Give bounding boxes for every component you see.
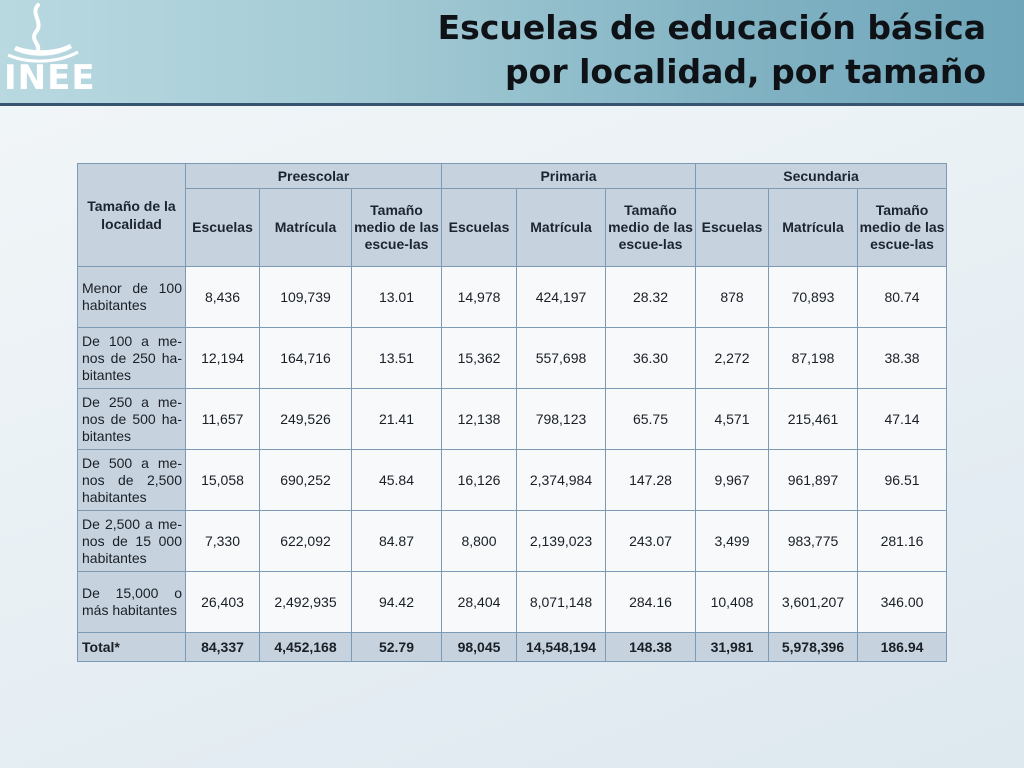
table-cell: 13.51: [352, 328, 442, 389]
corner-header: Tamaño de la localidad: [78, 164, 186, 267]
table-cell: 47.14: [858, 389, 947, 450]
total-cell: 14,548,194: [517, 633, 606, 662]
row-label: Menor de 100 habitantes: [78, 267, 186, 328]
table-row: [78, 572, 947, 633]
table-cell: 8,436: [186, 267, 260, 328]
table-cell: 96.51: [858, 450, 947, 511]
table-cell: 798,123: [517, 389, 606, 450]
table-cell: 346.00: [858, 572, 947, 633]
row-label: De 500 a me-nos de 2,500 habitantes: [78, 450, 186, 511]
table-cell: 2,374,984: [517, 450, 606, 511]
table-cell: 690,252: [260, 450, 352, 511]
group-header-preescolar: Preescolar: [186, 164, 442, 189]
table-cell: 243.07: [606, 511, 696, 572]
total-cell: 5,978,396: [769, 633, 858, 662]
table-row: [78, 267, 947, 328]
table-cell: 2,139,023: [517, 511, 606, 572]
table-cell: 65.75: [606, 389, 696, 450]
table-cell: 249,526: [260, 389, 352, 450]
title-line-1: Escuelas de educación básica: [437, 8, 986, 47]
table-body: [78, 267, 947, 633]
title-line-2: por localidad, por tamaño: [505, 52, 986, 91]
total-cell: 84,337: [186, 633, 260, 662]
col-header-matricula: Matrícula: [517, 189, 606, 267]
table-cell: 87,198: [769, 328, 858, 389]
table-cell: 164,716: [260, 328, 352, 389]
page-title: [438, 6, 986, 94]
table-cell: 424,197: [517, 267, 606, 328]
col-header-matricula: Matrícula: [769, 189, 858, 267]
row-label: De 250 a me-nos de 500 ha-bitantes: [78, 389, 186, 450]
col-header-escuelas: Escuelas: [186, 189, 260, 267]
table-cell: 4,571: [696, 389, 769, 450]
table-group-header-row: [78, 164, 947, 189]
table-cell: 281.16: [858, 511, 947, 572]
table-cell: 84.87: [352, 511, 442, 572]
row-label: De 15,000 o más habitantes: [78, 572, 186, 633]
table-cell: 3,601,207: [769, 572, 858, 633]
table-cell: 12,138: [442, 389, 517, 450]
table-cell: 109,739: [260, 267, 352, 328]
table-cell: 38.38: [858, 328, 947, 389]
table-sub-header-row: [78, 189, 947, 267]
table-row: [78, 450, 947, 511]
total-cell: 31,981: [696, 633, 769, 662]
total-cell: 186.94: [858, 633, 947, 662]
table-cell: 10,408: [696, 572, 769, 633]
col-header-tamano-medio: Tamaño medio de las escue-las: [352, 189, 442, 267]
table-cell: 147.28: [606, 450, 696, 511]
table-cell: 26,403: [186, 572, 260, 633]
table-cell: 16,126: [442, 450, 517, 511]
total-cell: 148.38: [606, 633, 696, 662]
col-header-tamano-medio: Tamaño medio de las escue-las: [606, 189, 696, 267]
table-cell: 36.30: [606, 328, 696, 389]
table-cell: 94.42: [352, 572, 442, 633]
table-cell: 13.01: [352, 267, 442, 328]
row-label: De 100 a me-nos de 250 ha-bitantes: [78, 328, 186, 389]
col-header-matricula: Matrícula: [260, 189, 352, 267]
total-cell: 4,452,168: [260, 633, 352, 662]
table-cell: 45.84: [352, 450, 442, 511]
col-header-tamano-medio: Tamaño medio de las escue-las: [858, 189, 947, 267]
col-header-escuelas: Escuelas: [442, 189, 517, 267]
inee-logo: [0, 0, 96, 103]
table-cell: 15,362: [442, 328, 517, 389]
table-cell: 7,330: [186, 511, 260, 572]
table-cell: 12,194: [186, 328, 260, 389]
group-header-secundaria: Secundaria: [696, 164, 947, 189]
table-row: [78, 511, 947, 572]
total-cell: 98,045: [442, 633, 517, 662]
table-cell: 8,800: [442, 511, 517, 572]
table-cell: 11,657: [186, 389, 260, 450]
table-cell: 28,404: [442, 572, 517, 633]
table-cell: 983,775: [769, 511, 858, 572]
slide-header: [0, 0, 1024, 106]
table-cell: 15,058: [186, 450, 260, 511]
table-cell: 9,967: [696, 450, 769, 511]
schools-table: [77, 163, 947, 662]
col-header-escuelas: Escuelas: [696, 189, 769, 267]
table-cell: 878: [696, 267, 769, 328]
table-cell: 284.16: [606, 572, 696, 633]
table-cell: 3,499: [696, 511, 769, 572]
table-cell: 8,071,148: [517, 572, 606, 633]
group-header-primaria: Primaria: [442, 164, 696, 189]
table-cell: 622,092: [260, 511, 352, 572]
table-cell: 2,272: [696, 328, 769, 389]
table-cell: 961,897: [769, 450, 858, 511]
total-label: Total*: [78, 633, 186, 662]
table-total-row: [78, 633, 947, 662]
table-cell: 14,978: [442, 267, 517, 328]
table-cell: 215,461: [769, 389, 858, 450]
table-cell: 28.32: [606, 267, 696, 328]
table-row: [78, 389, 947, 450]
table-cell: 557,698: [517, 328, 606, 389]
logo-text: INEE: [4, 58, 96, 98]
table-cell: 2,492,935: [260, 572, 352, 633]
table-row: [78, 328, 947, 389]
table-cell: 21.41: [352, 389, 442, 450]
total-cell: 52.79: [352, 633, 442, 662]
table-cell: 80.74: [858, 267, 947, 328]
table-cell: 70,893: [769, 267, 858, 328]
row-label: De 2,500 a me-nos de 15 000 habitantes: [78, 511, 186, 572]
